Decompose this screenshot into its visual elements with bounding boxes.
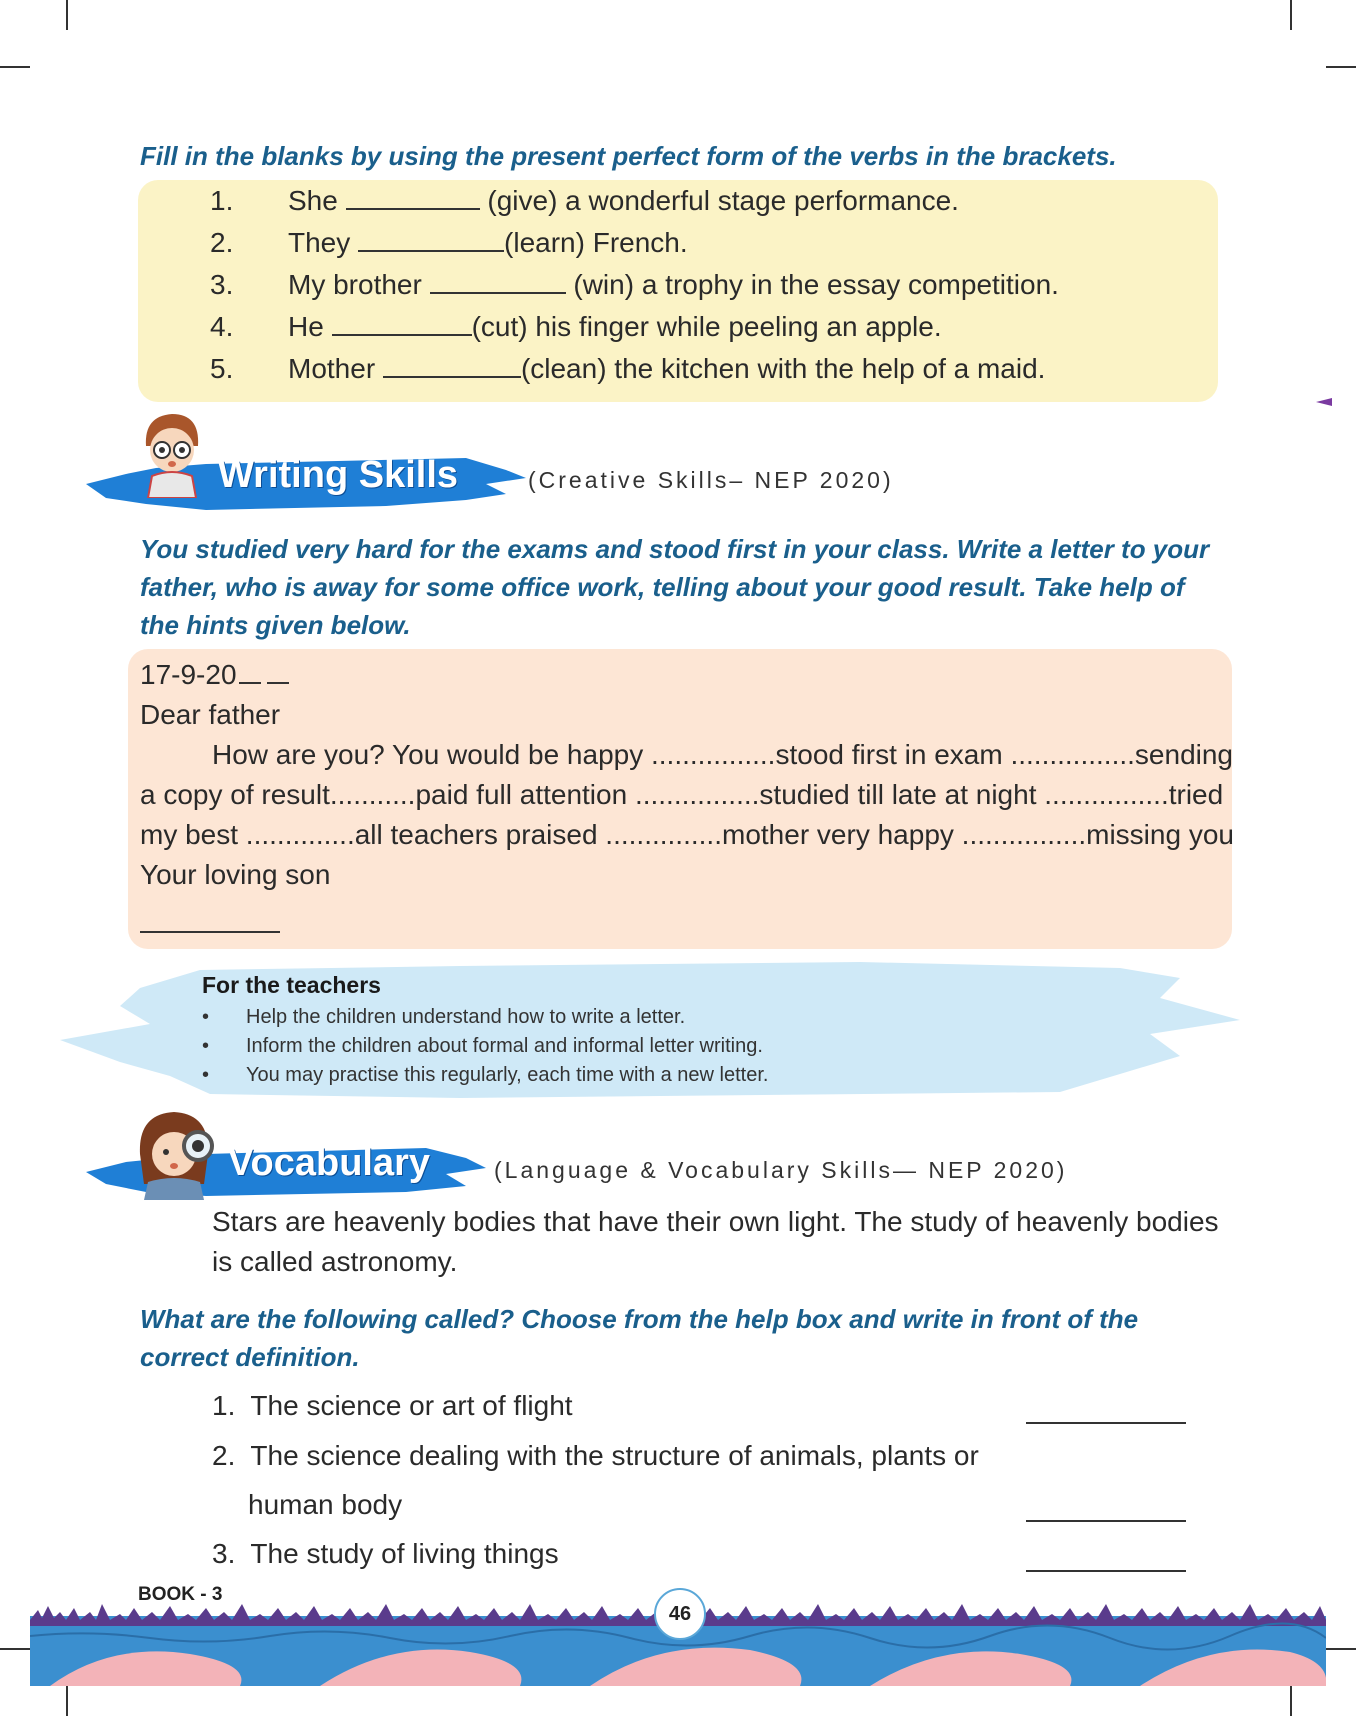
answer-blank[interactable] <box>430 266 566 294</box>
hint-text: tried <box>1168 779 1224 810</box>
date-blank[interactable] <box>267 660 289 684</box>
exercise-item <box>210 306 942 348</box>
exercise-item <box>210 264 1059 306</box>
hint-text: paid full attention ................ <box>415 779 760 810</box>
item-number: 2. <box>212 1440 236 1471</box>
exercise-item <box>210 180 959 222</box>
hint-text: sending <box>1134 739 1234 770</box>
answer-blank[interactable] <box>1026 1422 1186 1424</box>
teacher-note-text: You may practise this regularly, each time with a new letter. <box>246 1064 769 1086</box>
item-text-before: Mother <box>288 353 376 384</box>
signature-blank[interactable] <box>140 905 280 933</box>
item-number: 1. <box>212 1390 236 1421</box>
bullet: • <box>202 1064 210 1086</box>
hint-text: missing you <box>1086 819 1234 850</box>
crop-mark <box>1326 1648 1356 1650</box>
girl-with-magnifier-icon <box>134 1104 226 1200</box>
definition-item <box>212 1534 559 1574</box>
item-number: 2. <box>210 227 234 258</box>
item-number: 4. <box>210 311 234 342</box>
item-text-before: He <box>288 311 324 342</box>
crop-mark <box>66 0 68 30</box>
answer-blank[interactable] <box>332 308 472 336</box>
teacher-note-item <box>202 1006 685 1029</box>
crop-mark <box>66 1686 68 1716</box>
hint-text: my best .............. <box>140 819 355 850</box>
teacher-note-text: Inform the children about formal and informal letter writing. <box>246 1035 763 1057</box>
boy-with-glasses-icon <box>138 406 206 498</box>
definition-continuation: human body <box>248 1489 403 1520</box>
letter-hints-line <box>140 815 1234 855</box>
item-number: 3. <box>210 269 234 300</box>
answer-blank[interactable] <box>1026 1520 1186 1522</box>
teacher-note-item <box>202 1064 768 1087</box>
definition-item <box>212 1386 573 1426</box>
item-number: 3. <box>212 1538 236 1569</box>
hint-text: mother very happy ................ <box>722 819 1087 850</box>
vocabulary-instruction: What are the following called? Choose from the help box and write in front of the correct definition. <box>140 1304 1139 1372</box>
vocabulary-title: Vocabulary <box>228 1142 431 1184</box>
item-text-after: (cut) his finger while peeling an apple. <box>471 311 942 342</box>
exercise-instruction: Fill in the blanks by using the present perfect form of the verbs in the brackets. <box>140 141 1117 171</box>
writing-skills-title: Writing Skills <box>218 454 459 496</box>
vocabulary-subtitle: (Language & Vocabulary Skills— NEP 2020) <box>494 1157 1068 1183</box>
crop-mark <box>1290 0 1292 30</box>
item-text-before: They <box>288 227 351 258</box>
item-number: 1. <box>210 185 234 216</box>
hint-text: stood first in exam ................ <box>775 739 1135 770</box>
item-text-after: (learn) French. <box>504 227 688 258</box>
bullet: • <box>202 1035 210 1057</box>
answer-blank[interactable] <box>1026 1570 1186 1572</box>
teacher-note-text: Help the children understand how to write a letter. <box>246 1006 686 1028</box>
item-text-after: (give) a wonderful stage performance. <box>479 185 959 216</box>
letter-closing: Your loving son <box>140 859 331 890</box>
hint-text: all teachers praised ............... <box>354 819 722 850</box>
answer-blank[interactable] <box>383 350 521 378</box>
hint-text: a copy of result........... <box>140 779 416 810</box>
answer-blank[interactable] <box>346 182 480 210</box>
letter-greeting: Dear father <box>140 699 281 730</box>
teacher-note-title: For the teachers <box>202 972 381 998</box>
definition-item <box>212 1436 979 1476</box>
letter-date-line <box>140 655 289 695</box>
letter-date: 17-9-20 <box>140 659 237 690</box>
item-number: 5. <box>210 353 234 384</box>
exercise-item <box>210 222 688 264</box>
date-blank[interactable] <box>239 660 261 684</box>
crop-mark <box>1326 66 1356 68</box>
item-text-after: (clean) the kitchen with the help of a maid. <box>520 353 1046 384</box>
crop-mark <box>0 66 30 68</box>
book-label: BOOK - 3 <box>138 1584 223 1605</box>
exercise-item <box>210 348 1045 390</box>
bullet: • <box>202 1006 210 1028</box>
definition-text: The science dealing with the structure of animals, plants or <box>250 1440 979 1471</box>
vocabulary-paragraph: Stars are heavenly bodies that have their own light. The study of heavenly bodies is called astronomy. <box>212 1206 1219 1277</box>
item-text-before: My brother <box>288 269 422 300</box>
item-text-before: She <box>288 185 338 216</box>
letter-hints-line <box>140 775 1224 815</box>
hint-text: studied till late at night ................ <box>759 779 1169 810</box>
answer-blank[interactable] <box>358 224 504 252</box>
writing-instruction: You studied very hard for the exams and stood first in your class. Write a letter to your father, who is away for some office work, telling about your good result. Take help of the hints given below. <box>140 534 1210 640</box>
letter-hints-line <box>212 735 1234 775</box>
definition-text: The study of living things <box>250 1538 559 1569</box>
item-text-after: (win) a trophy in the essay competition. <box>565 269 1059 300</box>
crop-mark <box>1290 1686 1292 1716</box>
writing-skills-subtitle: (Creative Skills– NEP 2020) <box>528 467 894 493</box>
registration-mark-icon <box>1316 396 1332 408</box>
teacher-note-item <box>202 1035 763 1058</box>
page-number: 46 <box>654 1588 706 1640</box>
definition-text: The science or art of flight <box>250 1390 573 1421</box>
crop-mark <box>0 1648 30 1650</box>
hint-text: How are you? You would be happy ................ <box>212 739 776 770</box>
